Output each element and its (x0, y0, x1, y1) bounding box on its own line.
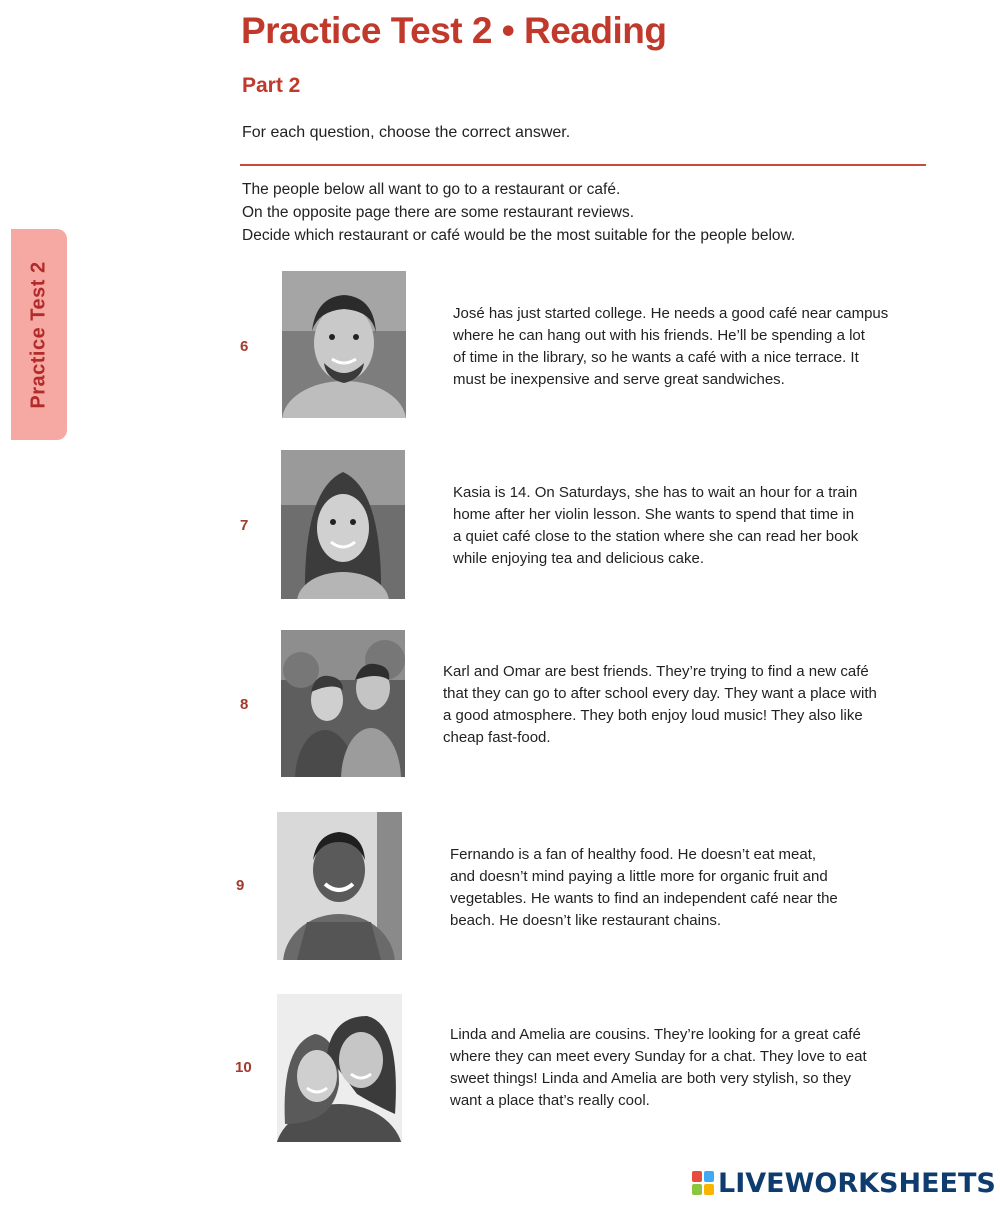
instruction-text: For each question, choose the correct answer. (242, 124, 571, 141)
two-boys-portrait-icon (281, 630, 405, 777)
description-line: a good atmosphere. They both enjoy loud music! They also like (443, 707, 863, 724)
two-girls-portrait-icon (277, 994, 402, 1142)
question-number: 9 (236, 877, 245, 894)
description-line: that they can go to after school every day. They want a place with (443, 685, 877, 702)
question-number: 8 (240, 696, 249, 713)
teen-girl-portrait-icon (281, 450, 405, 599)
intro-line: Decide which restaurant or café would be the most suitable for the people below. (242, 227, 796, 244)
description-line: while enjoying tea and delicious cake. (453, 550, 704, 567)
intro-line: The people below all want to go to a restaurant or café. (242, 181, 621, 198)
liveworksheets-logo-icon (692, 1171, 714, 1195)
description-line: Linda and Amelia are cousins. They’re looking for a great café (450, 1026, 861, 1043)
description-line: Karl and Omar are best friends. They’re trying to find a new café (443, 663, 869, 680)
description-line: where he can hang out with his friends. He’ll be spending a lot (453, 327, 865, 344)
description-line: Kasia is 14. On Saturdays, she has to wait an hour for a train (453, 484, 858, 501)
description-line: of time in the library, so he wants a café with a nice terrace. It (453, 349, 859, 366)
question-number: 10 (235, 1059, 252, 1076)
question-description (450, 1024, 867, 1112)
description-line: sweet things! Linda and Amelia are both very stylish, so they (450, 1070, 852, 1087)
question-description (453, 482, 858, 570)
question-number: 7 (240, 517, 249, 534)
description-line: Fernando is a fan of healthy food. He doesn’t eat meat, (450, 846, 817, 863)
question-description (453, 303, 888, 391)
description-line: cheap fast-food. (443, 729, 551, 746)
description-line: José has just started college. He needs a good café near campus (453, 305, 889, 322)
page-title: Practice Test 2 • Reading (241, 10, 667, 51)
intro-line: On the opposite page there are some restaurant reviews. (242, 204, 635, 221)
description-line: where they can meet every Sunday for a chat. They love to eat (450, 1048, 867, 1065)
intro-paragraph (242, 178, 932, 247)
question-number: 6 (240, 338, 249, 355)
description-line: a quiet café close to the station where she can read her book (453, 528, 859, 545)
question-description (443, 661, 877, 749)
description-line: want a place that’s really cool. (450, 1092, 650, 1109)
young-man-portrait-icon (282, 271, 406, 418)
logo-text: LIVEWORKSHEETS (718, 1167, 996, 1199)
description-line: vegetables. He wants to find an independent café near the (450, 890, 838, 907)
description-line: and doesn’t mind paying a little more for organic fruit and (450, 868, 828, 885)
side-tab (11, 229, 67, 440)
description-line: home after her violin lesson. She wants to spend that time in (453, 506, 855, 523)
divider-line (240, 164, 926, 166)
part-heading: Part 2 (242, 74, 301, 97)
side-tab-label: Practice Test 2 (27, 260, 50, 409)
liveworksheets-logo[interactable] (692, 1168, 996, 1198)
question-description (450, 844, 838, 932)
description-line: must be inexpensive and serve great sandwiches. (453, 371, 785, 388)
smiling-man-portrait-icon (277, 812, 402, 960)
description-line: beach. He doesn’t like restaurant chains. (450, 912, 721, 929)
